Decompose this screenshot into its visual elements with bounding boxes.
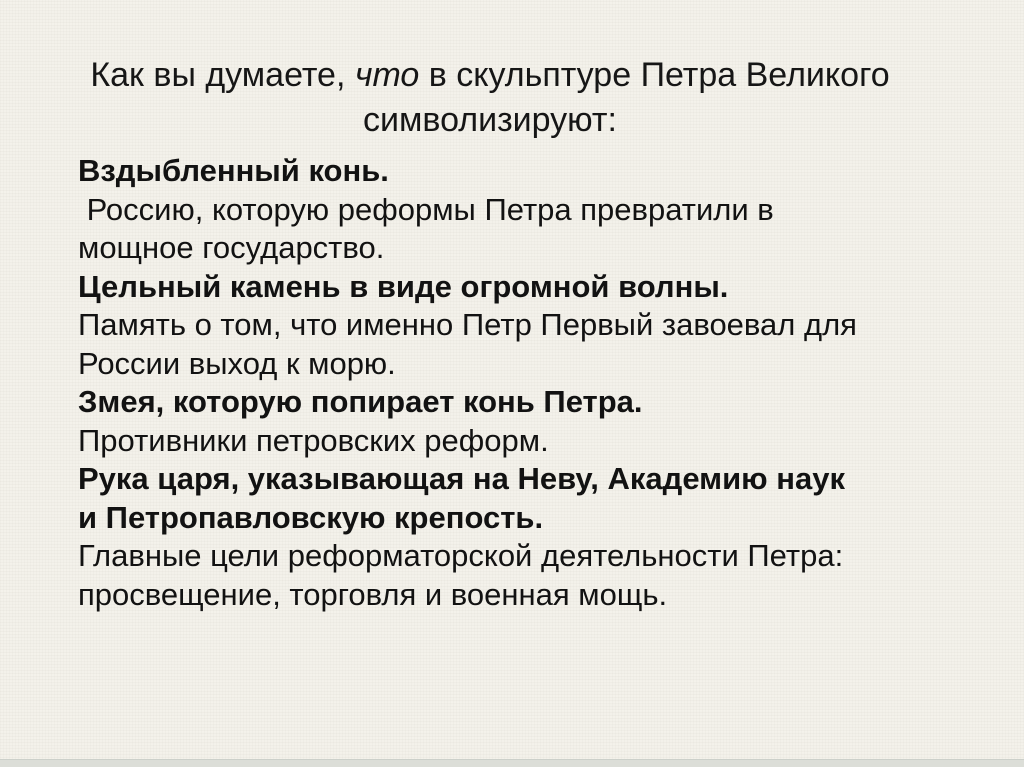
title-line-2: символизируют: (363, 101, 617, 139)
body-line-meaning-stone-1: Память о том, что именно Петр Первый завоевал для (78, 307, 857, 342)
slide-title (40, 53, 940, 143)
body-line-meaning-hand-1: Главные цели реформаторской деятельности Петра: (78, 538, 844, 573)
slide-bottom-edge-strip (0, 759, 1024, 767)
body-line-heading-stone: Цельный камень в виде огромной волны. (78, 268, 729, 304)
body-line-meaning-stone-2: России выход к морю. (78, 345, 396, 381)
body-line-meaning-horse-1: Россию, которую реформы Петра превратили в (78, 191, 774, 227)
body-line-heading-snake: Змея, которую попирает конь Петра. (78, 384, 643, 419)
title-text-pre: Как вы думаете, (90, 56, 355, 94)
body-line-meaning-snake: Противники петровских реформ. (78, 422, 549, 458)
title-line-1 (40, 53, 940, 98)
body-line-heading-hand-2: и Петропавловскую крепость. (78, 499, 544, 535)
body-line-heading-horse: Вздыбленный конь. (78, 153, 389, 188)
body-line-meaning-horse-2: мощное государство. (78, 230, 385, 265)
title-text-italic: что (354, 56, 420, 94)
body-line-meaning-hand-2: просвещение, торговля и военная мощь. (78, 576, 668, 612)
body-line-heading-hand-1: Рука царя, указывающая на Неву, Академию наук (78, 461, 845, 496)
title-text-post: в скульптуре Петра Великого (419, 56, 890, 94)
slide-body-text (78, 152, 988, 614)
